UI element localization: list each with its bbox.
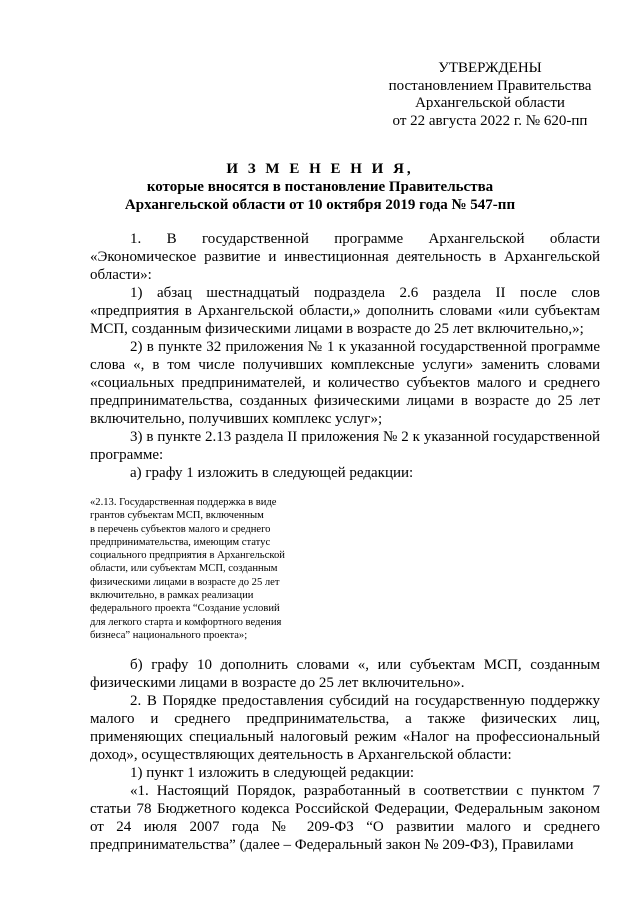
graph-line: в перечень субъектов малого и среднего [90,523,271,535]
graph-line: «2.13. Государственная поддержка в виде [90,497,277,508]
approval-line: постановлением Правительства [388,77,592,94]
document-title [90,160,550,214]
graph-column-text [90,496,360,642]
approval-heading: УТВЕРЖДЕНЫ [438,60,542,76]
graph-line: грантов субъектам МСП, включенным [90,510,264,522]
paragraph: 2. В Порядке предоставления субсидий на государственную поддержку малого и среднего предпринимательства, а также физических лиц, применяющих специальный налоговый режим «Налог на профессиональный доход», осуществляющих деятельность в Архангельской области: [90,693,600,764]
graph-line: для легкого старта и комфортного ведения [90,616,282,628]
paragraph: 2) в пункте 32 приложения № 1 к указанной государственной программе слова «, в том числе получивших комплексные услуги» заменить словами «социальных предпринимателей, и количество субъектов малого и среднего предпринимательства, созданных физическими лицами в возрасте до 25 лет включительно, получивших комплекс услуг»; [90,339,600,427]
graph-line: федерального проекта “Создание условий [90,603,280,615]
graph-line: включительно, в рамках реализации [90,590,254,602]
graph-line: предпринимательства, имеющим статус [90,536,271,548]
title-line: Архангельской области от 10 октября 2019 года № 547-пп [124,197,516,213]
paragraph: б) графу 10 дополнить словами «, или субъектам МСП, созданным физическими лицами в возрасте до 25 лет включительно». [90,657,600,692]
graph-line: области, или субъектам МСП, созданным [90,563,278,575]
approval-line: Архангельской области [415,95,565,111]
paragraph: 3) в пункте 2.13 раздела II приложения № 2 к указанной государственной программе: [90,429,600,463]
approval-date: от 22 августа 2022 г. № 620-пп [392,112,588,129]
graph-line: социального предприятия в Архангельской [90,550,285,562]
approval-stamp [360,60,620,130]
paragraph: 1) абзац шестнадцатый подраздела 2.6 раздела II после слов «предприятия в Архангельской области,» дополнить словами «или субъектам МСП, созданным физическими лицами в возрасте до 25 лет включительно,»; [90,285,600,337]
graph-line: физическими лицами в возрасте до 25 лет [90,576,280,588]
paragraph: «1. Настоящий Порядок, разработанный в соответствии с пунктом 7 статьи 78 Бюджетного кодекса Российской Федерации, Федеральным законом от 24 июля 2007 года № 209-ФЗ “О развитии малого и среднего предпринимательства” (далее – Федеральный закон № 209-ФЗ), Правилами [90,783,600,854]
graph-line: бизнеса” национального проекта»; [90,629,248,641]
paragraph: 1. В государственной программе Архангельской области «Экономическое развитие и инвестиционная деятельность в Архангельской области»: [90,231,600,283]
document-body [90,230,600,854]
title-heading: И З М Е Н Е Н И Я, [226,161,414,177]
paragraph: а) графу 1 изложить в следующей редакции: [130,465,414,481]
paragraph: 1) пункт 1 изложить в следующей редакции: [130,765,415,782]
title-line: которые вносятся в постановление Правительства [146,179,494,195]
